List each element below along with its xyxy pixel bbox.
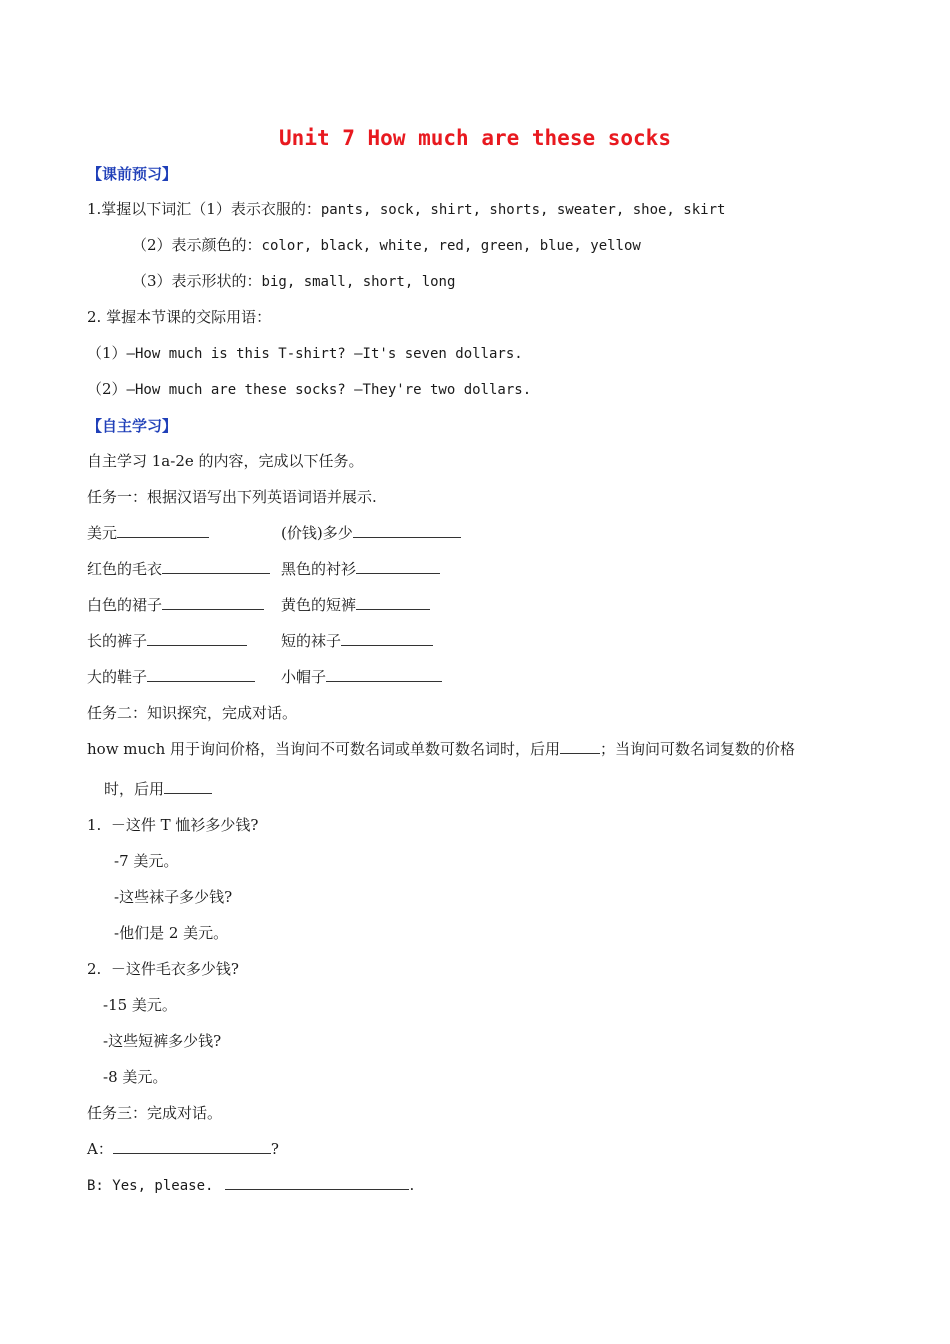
vocab-left-3 (87, 595, 264, 615)
speaker-text: B: Yes, please. (87, 1178, 214, 1194)
dialog-1-q1: 1. －这件 T 恤衫多少钱? (87, 816, 259, 834)
vocab-label: 美元 (87, 524, 118, 542)
explanation-part: ；当询问可数名词复数的价格 (600, 740, 796, 758)
preview-item-1c (132, 271, 455, 292)
dialog-3-line-b (87, 1175, 414, 1196)
vocab-right-3 (281, 595, 430, 615)
vocab-label: 白色的裙子 (87, 596, 163, 614)
vocab-right-1 (281, 523, 461, 543)
answer-blank[interactable] (117, 523, 209, 538)
vocab-label: 大的鞋子 (87, 668, 148, 686)
answer-blank[interactable] (162, 595, 264, 610)
selfstudy-intro: 自主学习 1a-2e 的内容，完成以下任务。 (87, 452, 364, 470)
dialog-1-q2: -这些袜子多少钱? (114, 888, 233, 906)
dialog-2-q2: -这些短裤多少钱? (103, 1032, 222, 1050)
explanation-part: 时，后用 (104, 780, 165, 798)
vocab-label: 黑色的衬衫 (281, 560, 357, 578)
dialog-1-a2: -他们是 2 美元。 (114, 924, 229, 942)
answer-blank[interactable] (341, 631, 433, 646)
answer-blank[interactable] (147, 667, 255, 682)
vocab-right-5 (281, 667, 442, 687)
vocab-label: 长的裤子 (87, 632, 148, 650)
clothes-words: pants, sock, shirt, shorts, sweater, shoe, skirt (320, 202, 726, 218)
vocab-label: 红色的毛衣 (87, 560, 163, 578)
dialog-line-1 (87, 343, 523, 364)
answer-blank[interactable] (356, 559, 440, 574)
explanation-part: how much 用于询问价格，当询问不可数名词或单数可数名词时，后用 (87, 740, 561, 758)
preview-item-1b (132, 235, 641, 256)
answer-blank[interactable] (113, 1139, 271, 1154)
how-much-explanation (87, 739, 795, 759)
answer-blank[interactable] (326, 667, 442, 682)
answer-blank[interactable] (225, 1175, 409, 1190)
item-prefix: 1.掌握以下词汇（1）表示衣服的： (87, 200, 321, 218)
vocab-left-5 (87, 667, 255, 687)
dialog-2-a2: -8 美元。 (103, 1068, 168, 1086)
item-prefix: （2）表示颜色的： (132, 236, 262, 254)
dialog-2-a1: -15 美元。 (103, 996, 177, 1014)
dialog-3-line-a (87, 1139, 279, 1159)
section-heading-preview: 【课前预习】 (87, 165, 178, 183)
dialog-text: —How much are these socks? —They're two dollars. (126, 382, 532, 398)
vocab-label: 短的袜子 (281, 632, 342, 650)
vocab-label: (价钱)多少 (281, 524, 353, 542)
answer-blank[interactable] (353, 523, 461, 538)
vocab-left-1 (87, 523, 209, 543)
punctuation: ? (270, 1140, 279, 1158)
preview-item-1 (87, 199, 725, 220)
item-prefix: （3）表示形状的： (132, 272, 262, 290)
vocab-right-4 (281, 631, 433, 651)
task-2-title: 任务二：知识探究，完成对话。 (87, 704, 298, 722)
vocab-label: 小帽子 (281, 668, 327, 686)
vocab-label: 黄色的短裤 (281, 596, 357, 614)
speaker-label: A： (87, 1140, 113, 1158)
dialog-prefix: （2） (87, 380, 127, 398)
task-3-title: 任务三：完成对话。 (87, 1104, 223, 1122)
section-heading-selfstudy: 【自主学习】 (87, 417, 178, 435)
answer-blank[interactable] (560, 739, 600, 754)
dialog-text: —How much is this T-shirt? —It's seven dollars. (126, 346, 523, 362)
shape-words: big, small, short, long (261, 274, 456, 290)
punctuation: . (409, 1176, 415, 1194)
vocab-left-2 (87, 559, 270, 579)
dialog-prefix: （1） (87, 344, 127, 362)
answer-blank[interactable] (356, 595, 430, 610)
dialog-2-q1: 2. －这件毛衣多少钱? (87, 960, 239, 978)
preview-item-2: 2. 掌握本节课的交际用语： (87, 308, 272, 326)
how-much-explanation-cont (104, 779, 212, 799)
dialog-line-2 (87, 379, 531, 400)
dialog-1-a1: -7 美元。 (114, 852, 179, 870)
task-1-title: 任务一：根据汉语写出下列英语词语并展示. (87, 488, 377, 506)
page-title: Unit 7 How much are these socks (279, 126, 671, 150)
vocab-left-4 (87, 631, 247, 651)
answer-blank[interactable] (164, 779, 212, 794)
color-words: color, black, white, red, green, blue, yellow (261, 238, 641, 254)
answer-blank[interactable] (162, 559, 270, 574)
answer-blank[interactable] (147, 631, 247, 646)
vocab-right-2 (281, 559, 440, 579)
